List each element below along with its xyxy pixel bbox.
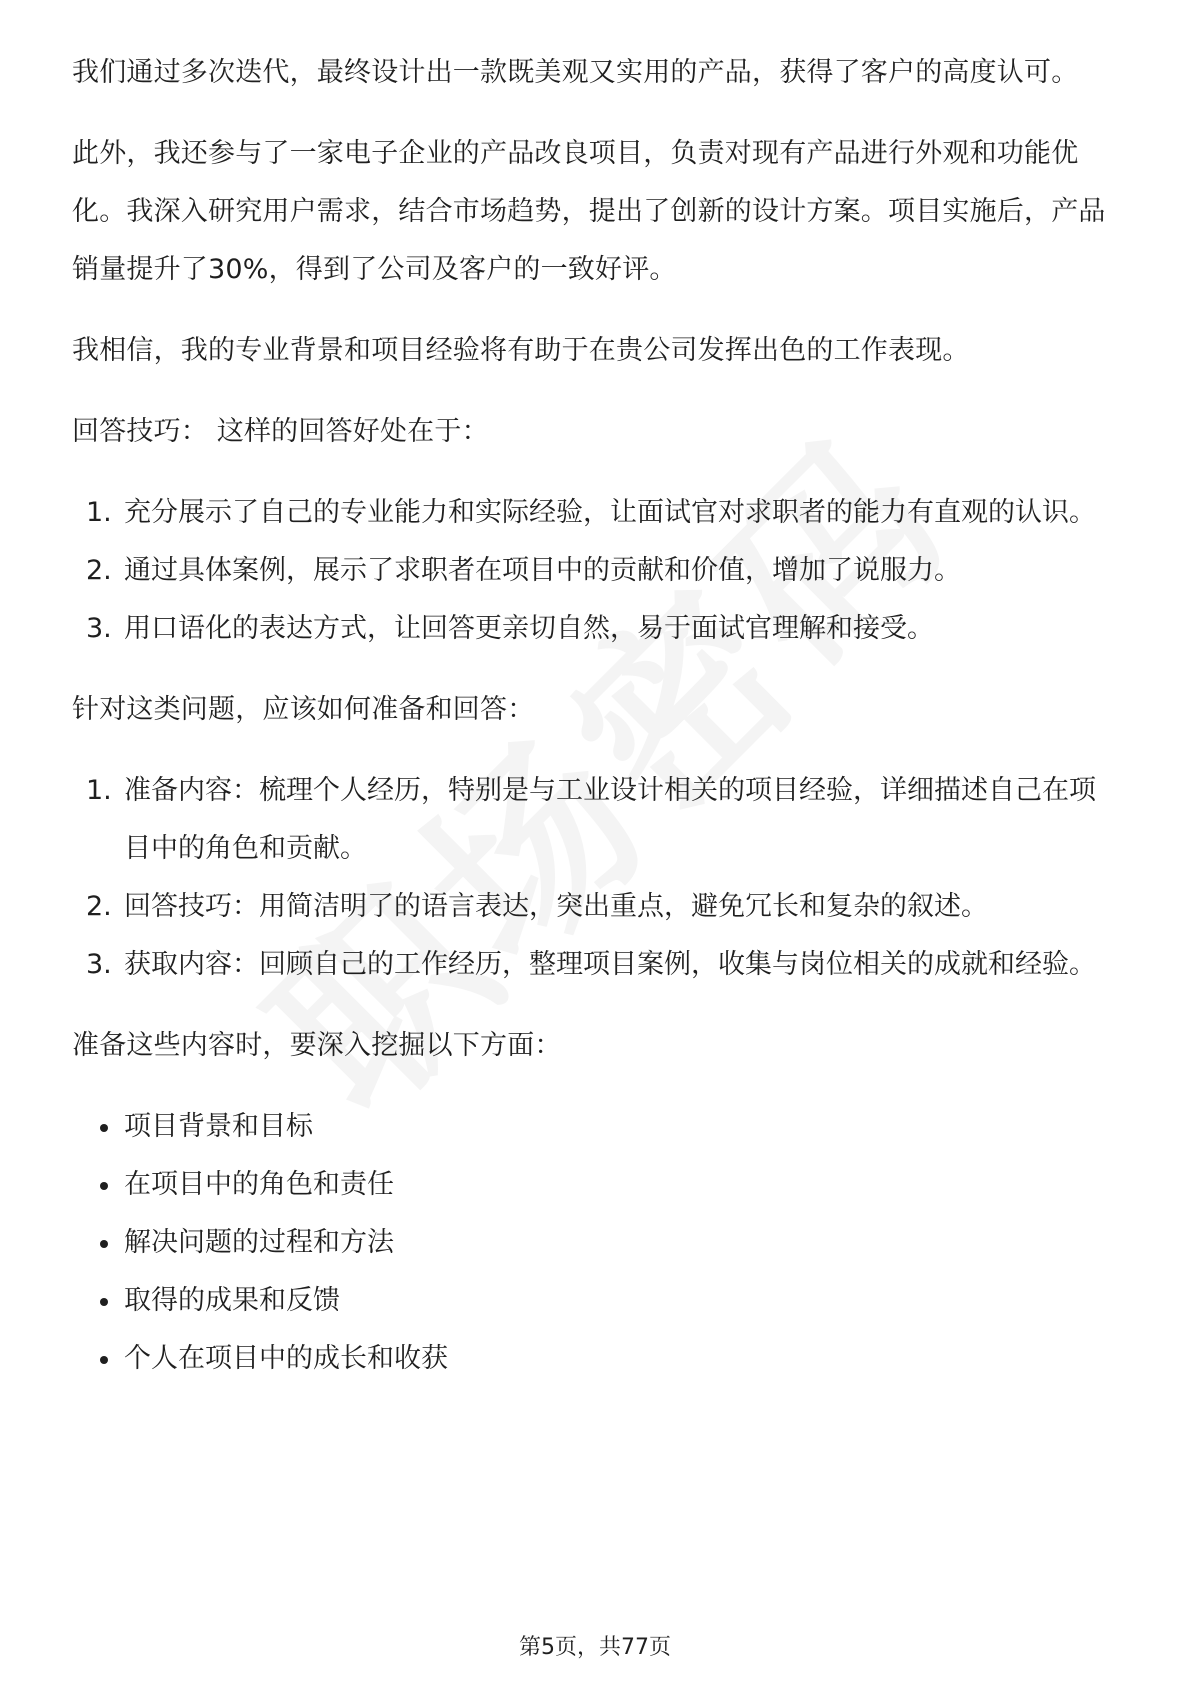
list-item [72, 542, 1122, 600]
bullet-text: 个人在项目中的成长和收获 [124, 1343, 448, 1374]
paragraph-result: 我们通过多次迭代，最终设计出一款既美观又实用的产品，获得了客户的高度认可。 [72, 57, 1079, 88]
list-item-text: 通过具体案例，展示了求职者在项目中的贡献和价值，增加了说服力。 [124, 555, 961, 586]
bullet-item [72, 1214, 1122, 1272]
aspects-list [72, 1098, 1122, 1388]
bullet-item [72, 1272, 1122, 1330]
list-number: 1. [86, 497, 112, 528]
list-item-text: 充分展示了自己的专业能力和实际经验，让面试官对求职者的能力有直观的认识。 [124, 497, 1096, 528]
bullet-icon [100, 1124, 108, 1132]
page-content [72, 44, 1122, 1388]
list-item [72, 936, 1122, 994]
list-item [72, 762, 1122, 878]
list-item [72, 484, 1122, 542]
bullet-icon [100, 1356, 108, 1364]
list-item-text: 用口语化的表达方式，让回答更亲切自然，易于面试官理解和接受。 [124, 613, 934, 644]
bullet-item [72, 1098, 1122, 1156]
bullet-text: 在项目中的角色和责任 [124, 1169, 394, 1200]
paragraph-tips-heading: 回答技巧： 这样的回答好处在于： [72, 416, 489, 447]
paragraph-project: 此外，我还参与了一家电子企业的产品改良项目，负责对现有产品进行外观和功能优化。我深入研究用户需求，结合市场趋势，提出了创新的设计方案。项目实施后，产品销量提升了30%，得到了公司及客户的一致好评。 [72, 138, 1106, 285]
bullet-item [72, 1156, 1122, 1214]
list-item-text: 准备内容：梳理个人经历，特别是与工业设计相关的项目经验，详细描述自己在项目中的角色和贡献。 [124, 775, 1096, 864]
list-item [72, 878, 1122, 936]
bullet-text: 解决问题的过程和方法 [124, 1227, 394, 1258]
list-item-text: 回答技巧：用简洁明了的语言表达，突出重点，避免冗长和复杂的叙述。 [124, 891, 988, 922]
paragraph-conclusion: 我相信，我的专业背景和项目经验将有助于在贵公司发挥出色的工作表现。 [72, 335, 970, 366]
list-item [72, 600, 1122, 658]
tips-list [72, 484, 1122, 658]
list-number: 2. [86, 555, 112, 586]
bullet-icon [100, 1240, 108, 1248]
paragraph-dig-heading: 准备这些内容时，要深入挖掘以下方面： [72, 1030, 562, 1061]
bullet-text: 取得的成果和反馈 [124, 1285, 340, 1316]
bullet-icon [100, 1182, 108, 1190]
bullet-icon [100, 1298, 108, 1306]
paragraph-prepare-heading: 针对这类问题，应该如何准备和回答： [72, 694, 535, 725]
list-number: 3. [86, 613, 112, 644]
bullet-text: 项目背景和目标 [124, 1111, 313, 1142]
bullet-item [72, 1330, 1122, 1388]
prepare-list [72, 762, 1122, 994]
list-item-text: 获取内容：回顾自己的工作经历，整理项目案例，收集与岗位相关的成就和经验。 [124, 949, 1096, 980]
list-number: 1. [86, 775, 112, 806]
list-number: 2. [86, 891, 112, 922]
page-number-footer: 第5页，共77页 [519, 1635, 671, 1660]
list-number: 3. [86, 949, 112, 980]
